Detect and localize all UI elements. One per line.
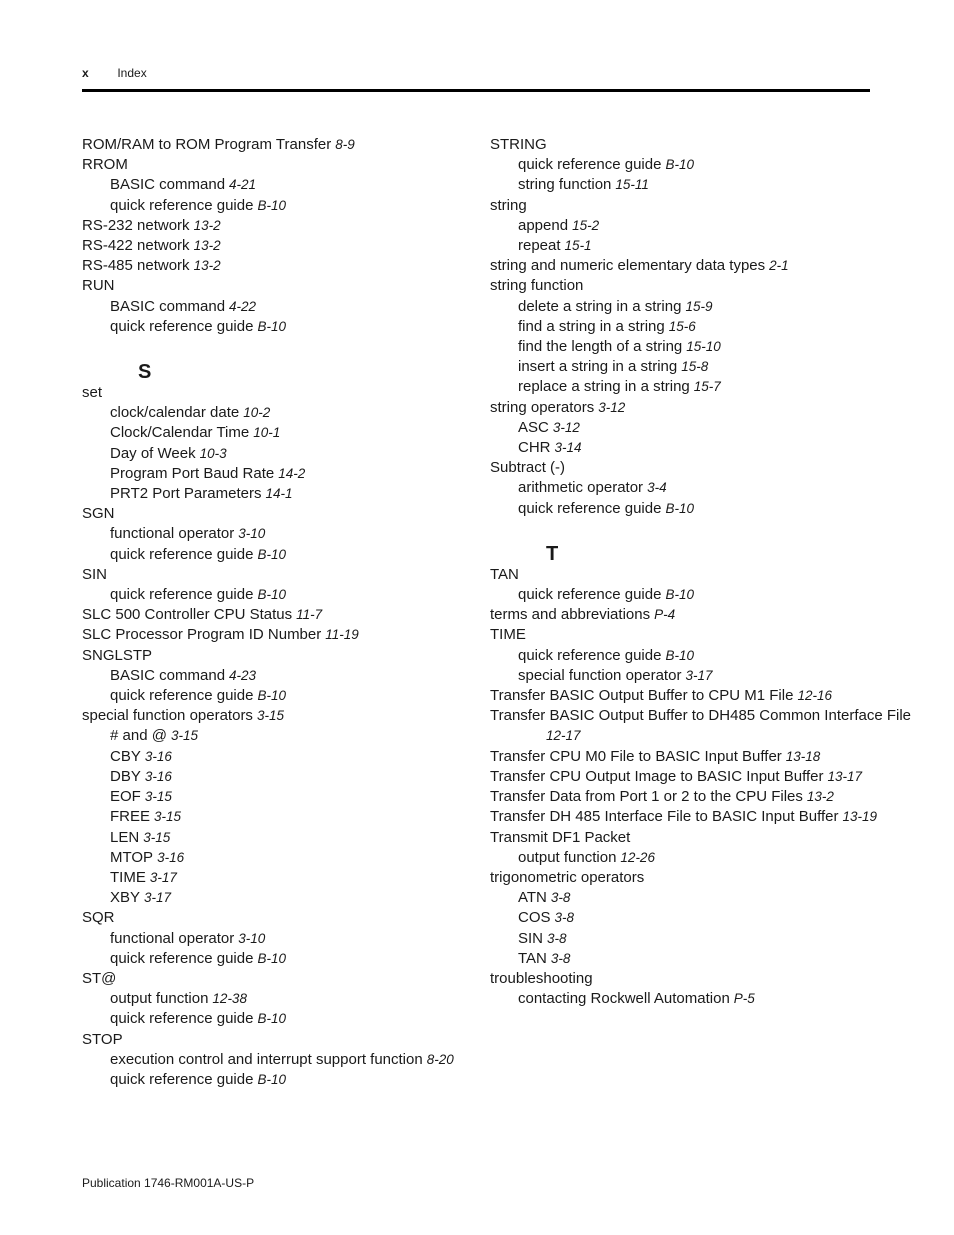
entry-text: quick reference guide [110, 586, 254, 604]
entry-text: trigonometric operators [490, 868, 645, 886]
entry-text: Day of Week [110, 444, 196, 462]
index-subentry [82, 175, 482, 195]
entry-text: functional operator [110, 929, 235, 947]
page-reference: 10-2 [243, 405, 271, 421]
index-letter-heading: T [546, 542, 559, 565]
entry-text: SQR [82, 909, 115, 927]
entry-text: RROM [82, 156, 128, 174]
page-reference: 8-9 [335, 137, 355, 152]
page-reference: 15-6 [668, 318, 696, 334]
entry-text: output function [110, 990, 209, 1008]
index-entry [490, 276, 890, 296]
index-entry [490, 565, 890, 585]
entry-text: XBY [110, 889, 141, 907]
page-reference: 3-8 [554, 910, 575, 926]
entry-text: Transfer BASIC Output Buffer to CPU M1 File [490, 687, 794, 705]
entry-text: MTOP [110, 848, 154, 866]
page-reference: B-10 [257, 318, 286, 334]
entry-text: SIN [518, 929, 544, 947]
page-reference: 15-11 [615, 177, 649, 193]
index-entry [490, 747, 890, 767]
entry-text: ROM/RAM to ROM Program Transfer [82, 136, 332, 153]
index-column-right [490, 135, 912, 1009]
page-reference: 10-3 [199, 445, 227, 461]
index-entry [490, 256, 890, 276]
entry-text: quick reference guide [110, 545, 254, 563]
entry-text: SLC 500 Controller CPU Status [82, 606, 293, 624]
index-entry [82, 706, 482, 726]
entry-text: insert a string in a string [518, 358, 678, 376]
index-subentry [82, 929, 482, 949]
entry-text: quick reference guide [110, 1010, 254, 1028]
index-subentry [82, 1070, 482, 1090]
page-reference: 13-2 [806, 789, 834, 805]
entry-text: quick reference guide [518, 586, 662, 604]
page-reference: 3-8 [550, 890, 571, 906]
page-reference: 3-8 [547, 930, 567, 946]
entry-text: Transfer CPU M0 File to BASIC Input Buffer [490, 747, 782, 765]
entry-text: replace a string in a string [518, 378, 690, 396]
entry-text: TIME [490, 626, 526, 644]
index-entry [82, 625, 482, 645]
index-subentry [82, 545, 482, 565]
page-header [82, 66, 147, 80]
entry-text: repeat [518, 237, 561, 255]
entry-text: troubleshooting [490, 969, 593, 987]
index-subentry [82, 524, 482, 544]
index-entry [82, 256, 482, 276]
index-entry [82, 135, 482, 155]
page-reference: B-10 [257, 197, 286, 213]
page-reference: 3-16 [144, 748, 172, 764]
page-reference: 13-2 [193, 258, 221, 274]
index-entry [82, 236, 482, 256]
index-subentry [82, 888, 482, 908]
page-reference: P-5 [733, 991, 755, 1007]
index-subentry [82, 423, 482, 443]
page-reference: 3-8 [550, 950, 571, 966]
index-entry [490, 767, 890, 787]
entry-text: quick reference guide [518, 156, 662, 174]
entry-text: CBY [110, 747, 141, 765]
entry-text: Subtract (-) [490, 459, 566, 477]
index-entry [82, 646, 482, 666]
index-subentry [490, 317, 890, 337]
index-subentry [82, 726, 482, 746]
entry-text: SGN [82, 505, 115, 523]
index-subentry [82, 807, 482, 827]
index-subentry [490, 175, 890, 195]
page-reference: 4-21 [229, 177, 257, 193]
page-reference: 4-22 [229, 298, 257, 314]
entry-text: TAN [518, 949, 547, 967]
entry-text: RS-485 network [82, 257, 190, 275]
entry-text: string and numeric elementary data types [490, 257, 766, 275]
index-letter-heading: S [138, 361, 152, 384]
page-reference: 12-17 [546, 728, 581, 744]
entry-text: string function [490, 277, 584, 295]
entry-text: RUN [82, 277, 115, 295]
page-reference: 15-7 [693, 379, 721, 395]
index-entry [490, 706, 912, 726]
entry-text: TIME [110, 868, 146, 886]
page-reference: 13-2 [193, 217, 221, 233]
entry-text: quick reference guide [110, 687, 254, 705]
entry-text: string operators [490, 398, 595, 416]
entry-text: SNGLSTP [82, 646, 153, 664]
index-subentry [82, 767, 482, 787]
index-entry [490, 787, 890, 807]
entry-text: execution control and interrupt support function [110, 1050, 423, 1068]
page-reference: 13-17 [827, 768, 863, 784]
page-reference: 15-10 [686, 339, 721, 355]
page-reference: 3-4 [647, 480, 667, 496]
entry-text: Transfer Data from Port 1 or 2 to the CPU Files [490, 788, 803, 806]
index-subentry [82, 444, 482, 464]
index-subentry [82, 464, 482, 484]
entry-text: STOP [82, 1030, 123, 1048]
entry-text: Clock/Calendar Time [110, 424, 250, 442]
entry-text: quick reference guide [110, 317, 254, 335]
index-subentry [490, 357, 890, 377]
index-subentry [82, 949, 482, 969]
index-subentry [82, 686, 482, 706]
page-reference: 13-19 [842, 809, 878, 825]
entry-text: quick reference guide [110, 949, 254, 967]
entry-text: BASIC command [110, 176, 226, 194]
index-subentry [82, 1009, 482, 1029]
index-entry [82, 155, 482, 175]
index-subentry [82, 317, 482, 337]
index-subentry [490, 585, 890, 605]
entry-text: ST@ [82, 969, 117, 987]
index-subentry [82, 403, 482, 423]
index-subentry [82, 747, 482, 767]
entry-text: terms and abbreviations [490, 606, 651, 624]
index-entry [82, 276, 482, 296]
index-subentry [490, 666, 890, 686]
index-subentry [82, 1050, 482, 1070]
page-reference: 3-12 [552, 419, 580, 435]
index-entry [82, 908, 482, 928]
page-reference: B-10 [257, 1071, 286, 1087]
page-reference: 11-7 [296, 607, 323, 623]
page-reference: 3-10 [238, 526, 266, 542]
entry-text: find a string in a string [518, 317, 665, 335]
index-entry [490, 625, 890, 645]
entry-text: output function [518, 848, 617, 866]
page-reference: B-10 [257, 688, 286, 704]
entry-text: string function [518, 176, 612, 194]
index-entry [82, 216, 482, 236]
entry-text: quick reference guide [110, 1070, 254, 1088]
entry-text: PRT2 Port Parameters [110, 485, 262, 503]
page-reference: 3-15 [144, 789, 172, 805]
index-subentry [490, 646, 890, 666]
index-subentry [490, 438, 890, 458]
entry-text: LEN [110, 828, 140, 846]
entry-text: quick reference guide [110, 196, 254, 214]
page-reference: B-10 [257, 546, 286, 562]
entry-text: arithmetic operator [518, 479, 644, 497]
index-entry [490, 868, 890, 888]
entry-text: Transfer DH 485 Interface File to BASIC Input Buffer [490, 808, 839, 826]
index-subentry [82, 196, 482, 216]
publication-footer: Publication 1746-RM001A-US-P [82, 1176, 255, 1190]
index-subentry [82, 868, 482, 888]
page-reference: 3-16 [157, 849, 185, 865]
entry-text: find the length of a string [518, 338, 683, 356]
page-reference: 4-23 [229, 667, 257, 683]
index-subentry [490, 216, 890, 236]
index-subentry [82, 848, 482, 868]
index-subentry [82, 989, 482, 1009]
page-number: x [82, 66, 89, 80]
page-reference: 15-1 [564, 238, 592, 254]
entry-text: Transfer CPU Output Image to BASIC Input Buffer [490, 767, 824, 785]
index-entry [490, 398, 890, 418]
index-subentry [82, 787, 482, 807]
page-reference: 12-38 [212, 991, 247, 1007]
page-reference: 3-16 [144, 768, 172, 784]
page-reference: 12-16 [797, 688, 832, 704]
entry-text: STRING [490, 136, 547, 153]
page-reference: 12-26 [620, 849, 655, 865]
index-entry [490, 807, 890, 827]
entry-text: CHR [518, 439, 551, 457]
index-entry [490, 458, 890, 478]
page-reference: 3-15 [154, 809, 182, 825]
index-entry [490, 605, 890, 625]
entry-text: append [518, 216, 569, 234]
page-reference: 3-15 [256, 708, 284, 724]
entry-text: ATN [518, 889, 547, 907]
page-reference: 13-18 [785, 748, 821, 764]
index-subentry [490, 908, 890, 928]
index-entry [82, 383, 482, 403]
entry-text: BASIC command [110, 297, 226, 315]
index-subentry [490, 297, 890, 317]
index-subentry [490, 478, 890, 498]
entry-text: string [490, 196, 527, 214]
entry-text: COS [518, 909, 551, 927]
entry-text: RS-422 network [82, 237, 190, 255]
index-entry [490, 686, 890, 706]
page-reference: 3-14 [554, 440, 582, 456]
page-reference: 3-17 [685, 667, 713, 683]
index-subentry [82, 484, 482, 504]
index-entry-continuation [490, 726, 890, 746]
page-reference: B-10 [665, 500, 694, 516]
entry-text: special function operator [518, 666, 682, 684]
entry-text: BASIC command [110, 666, 226, 684]
entry-text: set [82, 384, 103, 402]
index-entry [490, 969, 890, 989]
index-entry [490, 828, 890, 848]
page-reference: 10-1 [253, 425, 281, 441]
index-entry [82, 1030, 482, 1050]
index-entry [82, 605, 482, 625]
entry-text: Program Port Baud Rate [110, 464, 275, 482]
index-subentry [82, 666, 482, 686]
entry-text: RS-232 network [82, 216, 190, 234]
index-entry [82, 565, 482, 585]
index-column-left [82, 135, 482, 1090]
index-subentry [490, 848, 890, 868]
index-subentry [82, 828, 482, 848]
entry-text: FREE [110, 808, 151, 826]
page-reference: B-10 [257, 950, 286, 966]
page-reference: 3-12 [598, 399, 626, 415]
index-subentry [490, 337, 890, 357]
entry-text: clock/calendar date [110, 404, 240, 422]
page-reference: 3-15 [143, 829, 171, 845]
page-reference: B-10 [665, 647, 694, 663]
entry-text: ASC [518, 418, 549, 436]
header-rule [82, 89, 870, 92]
entry-text: special function operators [82, 707, 253, 725]
section-title: Index [117, 66, 147, 80]
page-reference: B-10 [665, 157, 694, 173]
page-reference: 3-17 [149, 869, 177, 885]
index-subentry [490, 377, 890, 397]
entry-text: quick reference guide [518, 646, 662, 664]
page-reference: 15-2 [572, 217, 600, 233]
page-reference: B-10 [257, 1011, 286, 1027]
index-subentry [490, 929, 890, 949]
index-entry [82, 504, 482, 524]
page-reference: 3-15 [170, 728, 198, 744]
entry-text: functional operator [110, 525, 235, 543]
page-reference: 14-2 [278, 465, 306, 481]
page-reference: 3-10 [238, 930, 266, 946]
index-subentry [490, 888, 890, 908]
index-subentry [490, 499, 890, 519]
entry-text: # and @ [110, 727, 167, 745]
page-reference: B-10 [257, 587, 286, 603]
entry-text: Transmit DF1 Packet [490, 828, 631, 846]
entry-text: Transfer BASIC Output Buffer to DH485 Common Interface File [490, 707, 912, 725]
page-reference: P-4 [654, 607, 676, 623]
entry-text: quick reference guide [518, 499, 662, 517]
page-reference: 3-17 [144, 890, 172, 906]
entry-text: SIN [82, 565, 108, 583]
index-subentry [82, 585, 482, 605]
page-reference: 14-1 [265, 486, 293, 502]
page-reference: 8-20 [426, 1051, 454, 1067]
page-reference: B-10 [665, 587, 694, 603]
entry-text: SLC Processor Program ID Number [82, 626, 322, 644]
entry-text: TAN [490, 565, 519, 583]
index-subentry [490, 155, 890, 175]
entry-text: EOF [110, 788, 141, 806]
page-reference: 11-19 [325, 627, 359, 643]
index-subentry [490, 236, 890, 256]
index-entry [490, 135, 890, 155]
index-subentry [490, 989, 890, 1009]
page-reference: 15-8 [681, 359, 709, 375]
entry-text: delete a string in a string [518, 297, 682, 315]
index-subentry [490, 949, 890, 969]
index-subentry [82, 297, 482, 317]
index-subentry [490, 418, 890, 438]
index-entry [82, 969, 482, 989]
index-entry [490, 196, 890, 216]
page-reference: 2-1 [769, 258, 789, 274]
entry-text: contacting Rockwell Automation [518, 990, 730, 1008]
page-reference: 13-2 [193, 238, 221, 254]
entry-text: DBY [110, 767, 141, 785]
page-reference: 15-9 [685, 298, 713, 314]
